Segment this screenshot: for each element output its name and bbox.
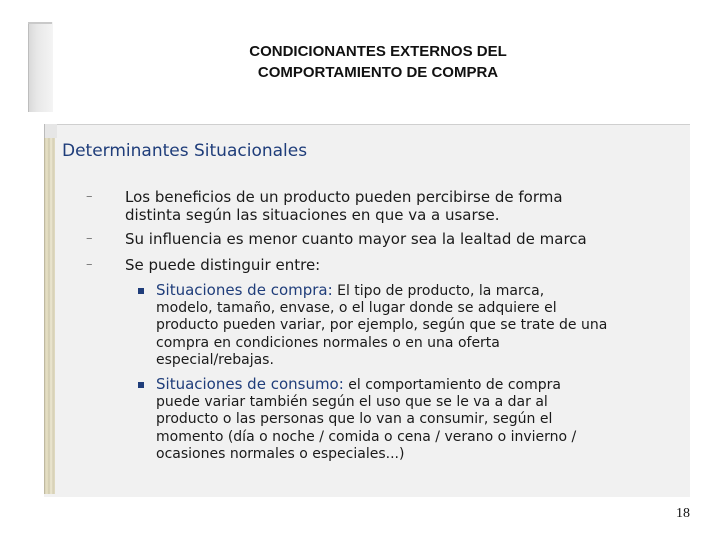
subbullet-item-2 (138, 376, 678, 463)
bullet-3-line-1: Se puede distinguir entre: (125, 256, 321, 274)
subbullet-2-line-1: el comportamiento de compra (343, 377, 561, 393)
subbullet-2-line-3: producto o las personas que lo van a consumir, según el (156, 411, 553, 428)
subbullet-1-line-5: especial/rebajas. (156, 351, 274, 368)
subbullet-2-line-4: momento (día o noche / comida o cena / verano o invierno / (156, 428, 577, 445)
dash-bullet-icon: – (86, 257, 93, 272)
dash-bullet-icon: – (86, 189, 93, 204)
slide-title-line-1: CONDICIONANTES EXTERNOS DEL (249, 43, 507, 60)
subbullet-2-line-5: ocasiones normales o especiales...) (156, 445, 405, 462)
title-accent-cap (28, 22, 52, 24)
subbullet-1-line-4: compra en condiciones normales o en una oferta (156, 334, 500, 351)
bullet-2-line-1: Su influencia es menor cuanto mayor sea la lealtad de marca (125, 230, 587, 248)
bullet-1-line-2: distinta según las situaciones en que va a usarse. (125, 206, 500, 224)
panel-side-stripe (44, 138, 55, 494)
subbullet-1-line-1: El tipo de producto, la marca, (332, 283, 545, 299)
slide-title-line-2: COMPORTAMIENTO DE COMPRA (257, 64, 499, 81)
panel-corner (44, 124, 57, 138)
subbullet-1-line-2: modelo, tamaño, envase, o el lugar donde se adquiere el (156, 300, 557, 317)
subbullet-item-1 (138, 282, 678, 369)
section-heading: Determinantes Situacionales (62, 141, 308, 161)
square-bullet-icon (138, 382, 144, 388)
dash-bullet-icon: – (86, 231, 93, 246)
slide-title (68, 41, 688, 83)
page-number: 18 (676, 506, 690, 521)
subbullet-2-line-2: puede variar también según el uso que se le va a dar al (156, 394, 548, 411)
subbullet-1-label: Situaciones de compra: (156, 281, 333, 299)
subbullet-1-line-3: producto pueden variar, por ejemplo, según que se trate de una (156, 317, 608, 334)
title-frame (28, 22, 688, 112)
square-bullet-icon (138, 288, 144, 294)
title-accent-bar (28, 22, 53, 112)
subbullet-2-label: Situaciones de consumo: (156, 375, 344, 393)
bullet-1-line-1: Los beneficios de un producto pueden percibirse de forma (125, 188, 563, 206)
